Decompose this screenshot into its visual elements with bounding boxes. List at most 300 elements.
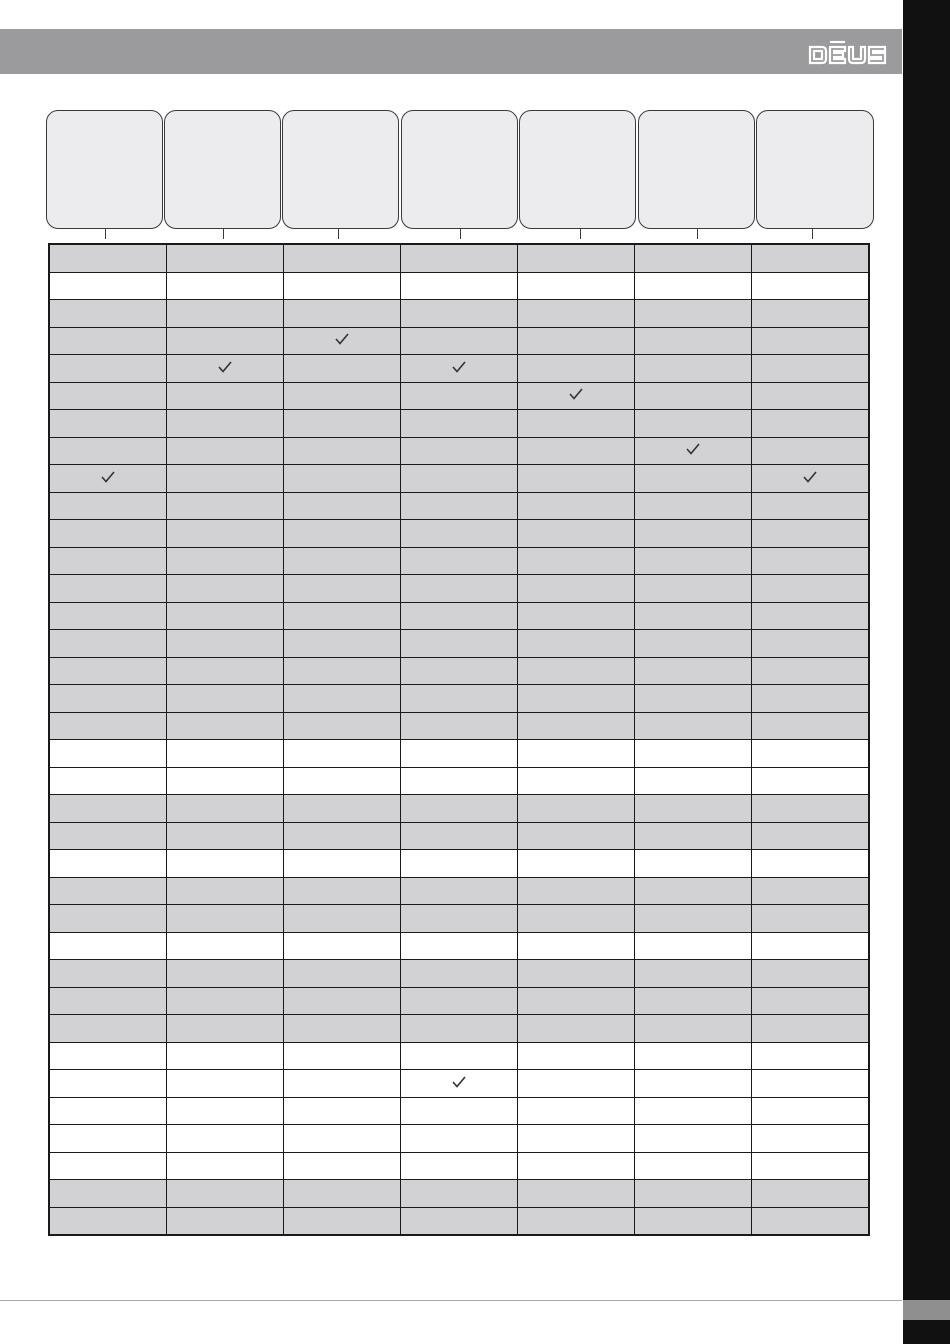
table-cell (752, 795, 870, 823)
table-cell (49, 244, 167, 272)
table-row (49, 300, 869, 328)
table-cell (49, 795, 167, 823)
table-row (49, 1042, 869, 1070)
table-cell (167, 1070, 284, 1098)
table-cell (401, 877, 518, 905)
table-cell (284, 437, 401, 465)
table-cell (635, 960, 752, 988)
check-mark-icon (335, 333, 349, 345)
table-cell (284, 905, 401, 933)
table-cell (167, 272, 284, 300)
table-cell (401, 520, 518, 548)
table-cell (167, 960, 284, 988)
table-cell (518, 740, 635, 768)
table-cell (752, 630, 870, 658)
table-cell (167, 822, 284, 850)
table-cell (635, 520, 752, 548)
table-row (49, 410, 869, 438)
table-cell (518, 575, 635, 603)
table-cell (284, 740, 401, 768)
table-cell (518, 300, 635, 328)
table-cell (635, 905, 752, 933)
table-cell (518, 657, 635, 685)
table-cell (752, 410, 870, 438)
table-cell (752, 877, 870, 905)
table-cell (518, 905, 635, 933)
table-row (49, 465, 869, 493)
table-cell (284, 1097, 401, 1125)
table-cell (635, 630, 752, 658)
table-cell (752, 960, 870, 988)
table-cell (518, 685, 635, 713)
table-cell (635, 795, 752, 823)
table-cell (635, 437, 752, 465)
table-row (49, 272, 869, 300)
table-cell (635, 877, 752, 905)
table-cell (401, 492, 518, 520)
check-mark-icon (686, 443, 700, 455)
column-header-2 (164, 110, 281, 229)
table-cell (49, 932, 167, 960)
table-cell (635, 932, 752, 960)
table-cell (752, 520, 870, 548)
table-cell (49, 1152, 167, 1180)
table-cell (167, 767, 284, 795)
table-cell (49, 300, 167, 328)
table-cell (635, 1042, 752, 1070)
table-cell (49, 437, 167, 465)
table-cell (518, 712, 635, 740)
table-cell (49, 1015, 167, 1043)
table-cell (752, 1152, 870, 1180)
table-cell (167, 987, 284, 1015)
table-cell (518, 602, 635, 630)
table-cell (167, 657, 284, 685)
table-cell (752, 987, 870, 1015)
column-header-3 (282, 110, 399, 229)
table-row (49, 520, 869, 548)
table-cell (635, 410, 752, 438)
table-cell (167, 547, 284, 575)
table-cell (284, 272, 401, 300)
table-cell (167, 1042, 284, 1070)
table-row (49, 602, 869, 630)
table-cell (284, 685, 401, 713)
table-row (49, 327, 869, 355)
table-cell (284, 244, 401, 272)
table-cell (167, 410, 284, 438)
table-row (49, 685, 869, 713)
table-cell (49, 355, 167, 383)
table-cell (752, 850, 870, 878)
table-row (49, 932, 869, 960)
table-cell (401, 382, 518, 410)
check-mark-icon (569, 388, 583, 400)
table-cell (167, 1207, 284, 1235)
table-cell (284, 1042, 401, 1070)
table-row (49, 905, 869, 933)
table-cell (635, 1207, 752, 1235)
table-cell (284, 712, 401, 740)
table-cell (518, 795, 635, 823)
table-row (49, 1015, 869, 1043)
table-cell (49, 1042, 167, 1070)
table-cell (49, 465, 167, 493)
table-cell (284, 1125, 401, 1153)
table-cell (284, 602, 401, 630)
table-cell (284, 657, 401, 685)
column-header-5 (519, 110, 636, 229)
table-cell (167, 740, 284, 768)
table-cell (401, 1207, 518, 1235)
side-strip (903, 0, 950, 1344)
table-cell (284, 382, 401, 410)
table-cell (167, 712, 284, 740)
table-cell (49, 382, 167, 410)
table-row (49, 492, 869, 520)
table-row (49, 877, 869, 905)
table-cell (49, 712, 167, 740)
table-cell (635, 575, 752, 603)
table-cell (167, 685, 284, 713)
table-cell (401, 244, 518, 272)
table-cell (401, 1070, 518, 1098)
table-cell (401, 822, 518, 850)
table-cell (752, 905, 870, 933)
table-cell (49, 575, 167, 603)
table-row (49, 1180, 869, 1208)
table-cell (167, 300, 284, 328)
table-cell (518, 520, 635, 548)
table-cell (401, 300, 518, 328)
table-cell (167, 244, 284, 272)
table-cell (167, 1125, 284, 1153)
table-cell (167, 1097, 284, 1125)
table-cell (635, 300, 752, 328)
table-cell (401, 987, 518, 1015)
column-header-6 (638, 110, 755, 229)
table-cell (401, 795, 518, 823)
deus-logo (808, 39, 888, 65)
table-cell (49, 657, 167, 685)
table-cell (284, 795, 401, 823)
table-cell (518, 327, 635, 355)
check-mark-icon (452, 1076, 466, 1088)
table-cell (167, 795, 284, 823)
table-cell (635, 492, 752, 520)
table-cell (752, 1180, 870, 1208)
table-cell (167, 355, 284, 383)
table-cell (635, 1152, 752, 1180)
table-cell (401, 740, 518, 768)
table-cell (284, 575, 401, 603)
table-cell (167, 1180, 284, 1208)
table-cell (284, 767, 401, 795)
table-row (49, 547, 869, 575)
table-cell (284, 987, 401, 1015)
table-cell (752, 657, 870, 685)
table-cell (167, 1015, 284, 1043)
table-cell (635, 602, 752, 630)
table-cell (518, 547, 635, 575)
table-cell (284, 327, 401, 355)
table-cell (401, 575, 518, 603)
table-cell (518, 1152, 635, 1180)
table-cell (49, 547, 167, 575)
table-cell (167, 1152, 284, 1180)
header-bar (0, 29, 902, 74)
table-cell (401, 630, 518, 658)
table-cell (401, 1152, 518, 1180)
table-cell (284, 410, 401, 438)
table-cell (401, 547, 518, 575)
table-cell (49, 850, 167, 878)
table-cell (49, 1125, 167, 1153)
table-cell (635, 1015, 752, 1043)
comparison-table (48, 243, 870, 1236)
table-cell (518, 630, 635, 658)
table-cell (284, 932, 401, 960)
table-cell (518, 244, 635, 272)
page-tab-marker (903, 1300, 950, 1320)
table-cell (284, 1152, 401, 1180)
table-cell (518, 355, 635, 383)
table-cell (167, 905, 284, 933)
table-cell (284, 1070, 401, 1098)
table-cell (752, 1070, 870, 1098)
table-cell (167, 382, 284, 410)
table-cell (518, 272, 635, 300)
table-row (49, 244, 869, 272)
table-cell (49, 685, 167, 713)
table-row (49, 960, 869, 988)
table-cell (752, 547, 870, 575)
table-cell (752, 1042, 870, 1070)
table-cell (284, 465, 401, 493)
table-cell (49, 492, 167, 520)
table-cell (284, 960, 401, 988)
table-cell (49, 987, 167, 1015)
table-cell (401, 712, 518, 740)
table-cell (401, 1015, 518, 1043)
table-cell (752, 492, 870, 520)
table-cell (518, 1097, 635, 1125)
table-cell (635, 355, 752, 383)
table-cell (49, 1180, 167, 1208)
table-cell (284, 300, 401, 328)
table-cell (284, 547, 401, 575)
table-cell (752, 932, 870, 960)
table-cell (752, 712, 870, 740)
table-cell (167, 520, 284, 548)
table-row (49, 1207, 869, 1235)
table-cell (49, 740, 167, 768)
table-cell (752, 602, 870, 630)
table-cell (284, 1015, 401, 1043)
table-cell (284, 877, 401, 905)
table-cell (167, 327, 284, 355)
table-cell (752, 1097, 870, 1125)
table-row (49, 795, 869, 823)
table-cell (167, 465, 284, 493)
table-cell (752, 685, 870, 713)
table-cell (635, 740, 752, 768)
table-cell (518, 1125, 635, 1153)
table-cell (284, 1207, 401, 1235)
table-row (49, 740, 869, 768)
table-cell (401, 685, 518, 713)
table-cell (635, 1125, 752, 1153)
table-cell (401, 1042, 518, 1070)
table-cell (635, 272, 752, 300)
table-cell (518, 1207, 635, 1235)
table-cell (518, 1180, 635, 1208)
table-cell (401, 960, 518, 988)
table-row (49, 1125, 869, 1153)
table-cell (518, 1070, 635, 1098)
table-row (49, 1152, 869, 1180)
table-cell (518, 850, 635, 878)
table-cell (752, 437, 870, 465)
table-cell (518, 465, 635, 493)
table-cell (635, 685, 752, 713)
column-header-7 (756, 110, 874, 229)
table-cell (635, 1180, 752, 1208)
table-cell (752, 1125, 870, 1153)
table-cell (49, 520, 167, 548)
table-cell (49, 272, 167, 300)
table-cell (518, 932, 635, 960)
table-cell (167, 602, 284, 630)
table-cell (518, 960, 635, 988)
table-cell (401, 327, 518, 355)
table-cell (284, 822, 401, 850)
check-mark-icon (803, 471, 817, 483)
table-cell (518, 437, 635, 465)
table-cell (401, 905, 518, 933)
table-cell (635, 712, 752, 740)
table-cell (635, 547, 752, 575)
table-cell (284, 1180, 401, 1208)
table-row (49, 437, 869, 465)
table-cell (752, 767, 870, 795)
table-cell (284, 850, 401, 878)
table-cell (167, 877, 284, 905)
table-cell (518, 767, 635, 795)
table-cell (635, 465, 752, 493)
table-cell (518, 1015, 635, 1043)
table-row (49, 630, 869, 658)
table-cell (635, 244, 752, 272)
table-cell (284, 355, 401, 383)
table-cell (635, 382, 752, 410)
table-row (49, 657, 869, 685)
table-cell (401, 932, 518, 960)
table-cell (635, 767, 752, 795)
table-cell (635, 822, 752, 850)
table-cell (635, 327, 752, 355)
table-cell (752, 465, 870, 493)
table-cell (167, 932, 284, 960)
table-cell (167, 850, 284, 878)
check-mark-icon (452, 361, 466, 373)
table-row (49, 850, 869, 878)
table-cell (49, 1097, 167, 1125)
table-row (49, 767, 869, 795)
table-cell (49, 1070, 167, 1098)
table-cell (167, 492, 284, 520)
table-cell (49, 822, 167, 850)
table-cell (752, 1015, 870, 1043)
table-row (49, 1070, 869, 1098)
table-cell (635, 1097, 752, 1125)
table-cell (401, 1097, 518, 1125)
table-cell (401, 602, 518, 630)
table-cell (518, 987, 635, 1015)
column-header-1 (46, 110, 163, 229)
table-cell (401, 272, 518, 300)
table-cell (401, 437, 518, 465)
table-row (49, 712, 869, 740)
table-cell (401, 767, 518, 795)
comparison-grid (48, 243, 870, 1236)
table-cell (752, 244, 870, 272)
table-cell (167, 630, 284, 658)
table-row (49, 575, 869, 603)
table-row (49, 1097, 869, 1125)
table-cell (752, 1207, 870, 1235)
table-cell (49, 1207, 167, 1235)
table-cell (401, 410, 518, 438)
table-row (49, 382, 869, 410)
table-cell (284, 520, 401, 548)
table-cell (284, 492, 401, 520)
table-row (49, 355, 869, 383)
table-cell (752, 327, 870, 355)
table-cell (752, 740, 870, 768)
table-cell (518, 877, 635, 905)
table-cell (167, 575, 284, 603)
table-cell (49, 327, 167, 355)
table-cell (635, 1070, 752, 1098)
table-cell (401, 1180, 518, 1208)
table-cell (49, 905, 167, 933)
footer-rule (0, 1300, 902, 1301)
check-mark-icon (218, 361, 232, 373)
table-cell (518, 410, 635, 438)
table-cell (518, 1042, 635, 1070)
table-cell (49, 877, 167, 905)
table-cell (401, 355, 518, 383)
table-cell (752, 575, 870, 603)
table-cell (752, 355, 870, 383)
table-cell (284, 630, 401, 658)
check-mark-icon (101, 471, 115, 483)
table-cell (635, 657, 752, 685)
table-cell (401, 850, 518, 878)
table-cell (752, 822, 870, 850)
table-cell (49, 960, 167, 988)
table-cell (635, 987, 752, 1015)
table-cell (401, 657, 518, 685)
table-cell (752, 382, 870, 410)
table-cell (635, 850, 752, 878)
table-cell (49, 767, 167, 795)
column-header-4 (401, 110, 518, 229)
table-cell (49, 630, 167, 658)
table-cell (518, 822, 635, 850)
table-cell (401, 1125, 518, 1153)
